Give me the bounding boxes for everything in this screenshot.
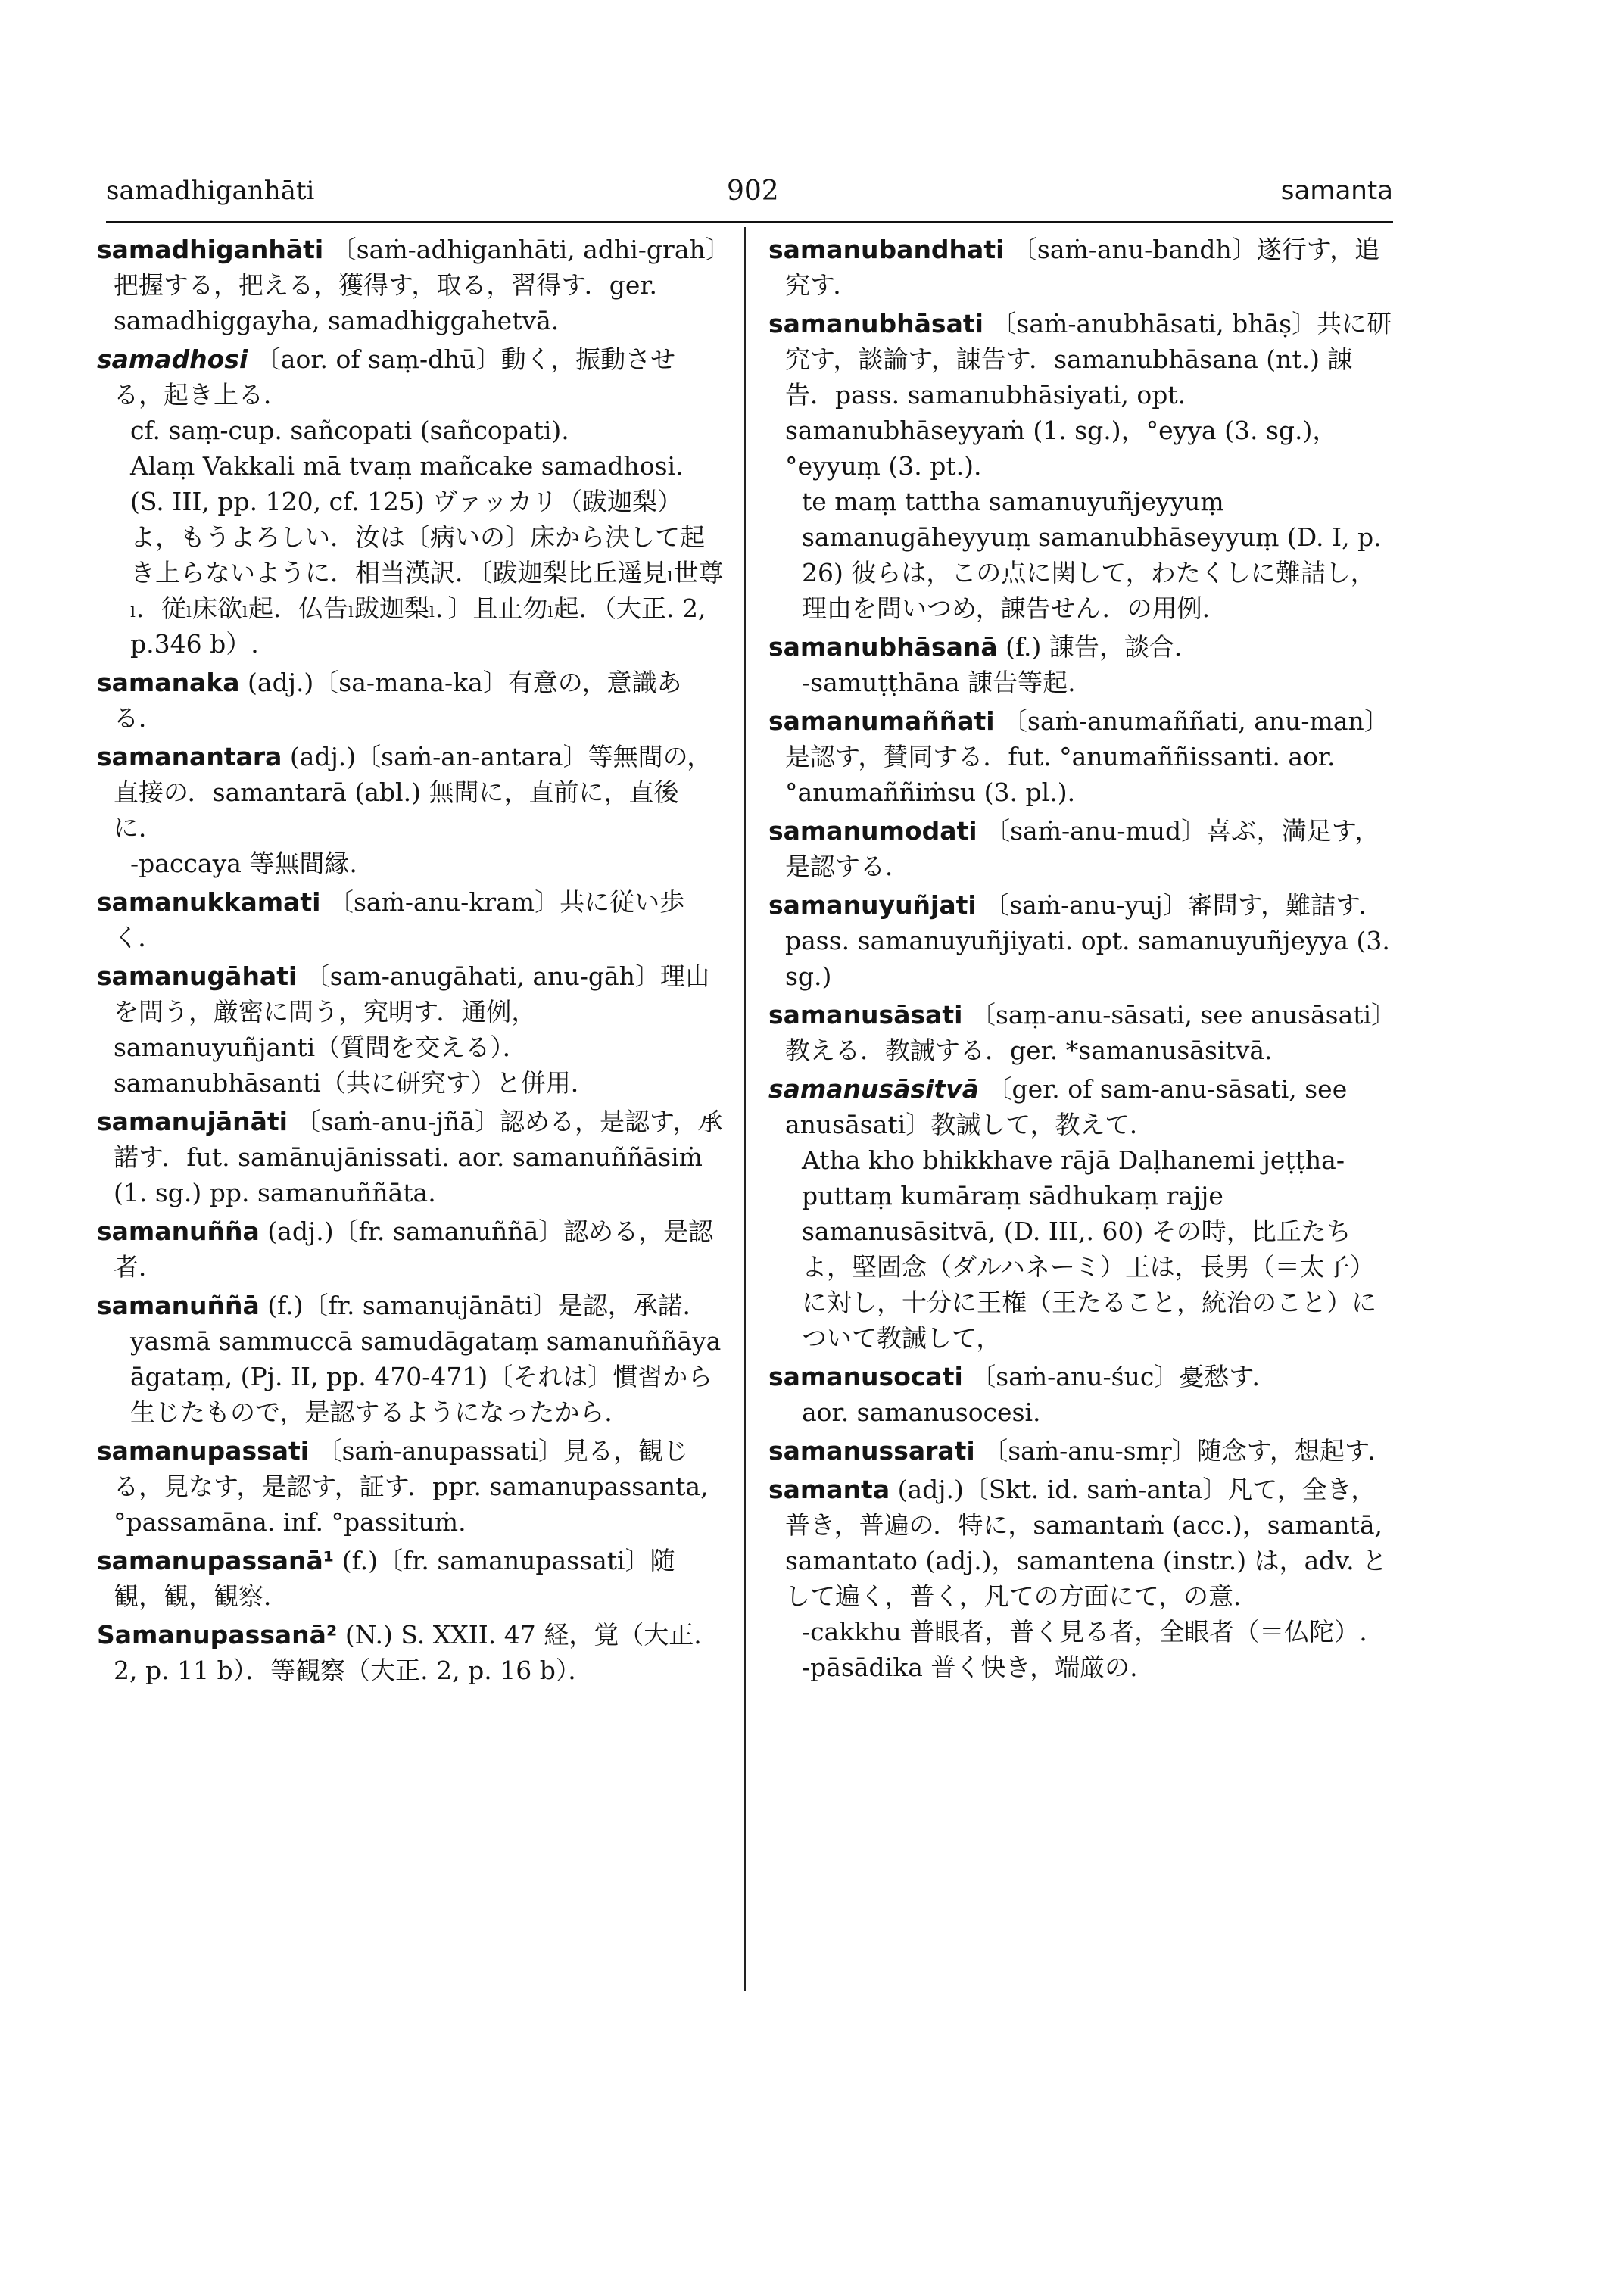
entry-headword: samanumodati <box>768 816 977 846</box>
page-number: 902 <box>727 176 779 207</box>
dictionary-entry <box>768 997 1397 1068</box>
entry-headword: samanussarati <box>768 1436 975 1466</box>
dictionary-entry <box>97 1213 724 1285</box>
entry-headword: samanuyuñjati <box>768 890 977 920</box>
entry-headword: samanantara <box>97 742 282 771</box>
entry-subsense: aor. samanusocesi. <box>802 1397 1041 1427</box>
entry-headword: samanubhāsanā <box>768 632 998 662</box>
header-left-guideword: samadhiganhāti <box>106 176 315 206</box>
dictionary-entry <box>768 887 1397 994</box>
entry-subsense: -samuṭṭhāna 諌告等起. <box>802 668 1076 697</box>
dictionary-entry <box>97 1433 724 1540</box>
dictionary-entry <box>97 1288 724 1430</box>
column-divider <box>744 227 746 1991</box>
entry-definition: 〔saṁ-anumaññati, anu-man〕是認す，賛同する．fut. °anumaññissanti. aor. °anumaññiṁsu (3. pl.). <box>785 706 1389 807</box>
entry-definition: 〔saṁ-anubhāsati, bhāṣ〕共に研究す，談論す，諌告す．samanubhāsana (nt.) 諌告．pass. samanubhāsiyati, opt. samanubhāseyyaṁ (1. sg.)，°eyya (3. sg.)，°eyyuṃ (3. pt.). <box>785 309 1392 481</box>
entry-headword: samanaka <box>97 668 240 697</box>
entry-subsense: Atha kho bhikkhave rājā Daḷhanemi jeṭṭha-puttaṃ kumāraṃ sādhukaṃ rajje samanusāsitvā, (D. III,. 60) その時，比丘たちよ，堅固念（ダルハネーミ）王は，長男（＝太子）に対し，十分に王権（王たること，統治のこと）について教誡して， <box>802 1145 1376 1353</box>
entry-definition: 〔saṁ-anu-yuj〕審問す，難詰す．pass. samanuyuñjiyati. opt. samanuyuñjeyya (3. sg.) <box>785 890 1390 991</box>
entry-headword: samanusāsitvā <box>768 1074 979 1104</box>
dictionary-entry <box>768 306 1397 626</box>
entry-definition: 〔aor. of saṃ-dhū〕動く，振動させる，起き上る． <box>114 344 676 410</box>
dictionary-entry <box>768 629 1397 700</box>
entry-definition: (adj.)〔saṁ-an-antara〕等無間の，直接の．samantarā (abl.) 無間に，直前に，直後に． <box>114 742 712 843</box>
dictionary-entry <box>768 1071 1397 1356</box>
entry-definition: (N.) S. XXII. 47 経，覚（大正. 2, p. 11 b）．等観察（大正. 2, p. 16 b）． <box>114 1620 702 1685</box>
dictionary-entry <box>97 958 724 1101</box>
page-header <box>106 176 1393 221</box>
entry-subsense: te maṃ tattha samanuyuñjeyyuṃ samanugāheyyuṃ samanubhāseyyuṃ (D. I, p. 26) 彼らは，この点に関して，わたくしに難詰し，理由を問いつめ，諌告せん．の用例. <box>802 487 1382 623</box>
entry-definition: 〔saṁ-anu-smṛ〕随念す，想起す． <box>974 1436 1393 1466</box>
entry-headword: samadhiganhāti <box>97 235 324 264</box>
dictionary-entry <box>768 813 1397 884</box>
entry-headword: samanumaññati <box>768 706 995 736</box>
entry-definition: (f.)〔fr. samanujānāti〕是認，承諾． <box>259 1291 708 1320</box>
entry-subsense: -pāsādika 普く快き，端厳の. <box>802 1653 1138 1682</box>
dictionary-entry <box>768 1472 1397 1685</box>
entry-headword: samanujānāti <box>97 1107 288 1136</box>
entry-headword: samanupassanā¹ <box>97 1546 335 1575</box>
dictionary-entry <box>97 739 724 881</box>
dictionary-entry <box>768 1433 1397 1469</box>
entry-headword: samanuññā <box>97 1291 260 1320</box>
entry-headword: samanuñña <box>97 1217 260 1246</box>
entry-definition: 〔saṁ-anu-bandh〕遂行す，追究す． <box>785 235 1380 300</box>
entry-headword: samanta <box>768 1475 890 1504</box>
entry-headword: samanugāhati <box>97 961 298 991</box>
dictionary-entry <box>97 665 724 736</box>
entry-definition: 〔saṁ-anu-mud〕喜ぶ，満足す，是認する． <box>785 816 1380 881</box>
entry-definition: 〔saṁ-anu-śuc〕憂愁す． <box>962 1362 1277 1391</box>
entry-definition: 〔saṁ-anu-kram〕共に従い歩く． <box>114 887 685 952</box>
entry-subsense: yasmā sammuccā samudāgataṃ samanuññāya āgataṃ, (Pj. II, pp. 470-471)〔それは〕慣習から生じたもので，是認するようになったから． <box>130 1326 722 1427</box>
entry-headword: samadhosi <box>97 344 248 374</box>
entry-subsense: -cakkhu 普眼者，普く見る者，全眼者（＝仏陀）. <box>802 1617 1367 1647</box>
entry-definition: 〔saṁ-anupassati〕見る，観じる，見なす，是認す，証す．ppr. samanupassanta, °passamāna. inf. °passituṁ. <box>114 1436 709 1537</box>
header-right-guideword: samanta <box>1280 176 1393 206</box>
dictionary-entry <box>97 232 724 338</box>
entry-definition: (f.) 諌告，談合． <box>997 632 1199 662</box>
dictionary-entry <box>97 1104 724 1210</box>
entry-subsense: cf. saṃ-cup. sañcopati (sañcopati). <box>130 416 569 445</box>
entry-definition: 〔ger. of sam-anu-sāsati, see anusāsati〕教誡して，教えて． <box>785 1074 1348 1139</box>
dictionary-entry <box>768 232 1397 303</box>
entry-headword: Samanupassanā² <box>97 1620 338 1650</box>
entry-headword: samanubhāsati <box>768 309 983 338</box>
entry-definition: (adj.)〔fr. samanuññā〕認める，是認者． <box>114 1217 714 1282</box>
entry-definition: 〔sam-anugāhati, anu-gāh〕理由を問う，厳密に問う，究明す．通例，samanuyuñjanti（質問を交える）．samanubhāsanti（共に研究す）と併用． <box>114 961 710 1098</box>
entry-definition: (adj.)〔sa-mana-ka〕有意の，意識ある． <box>114 668 682 733</box>
entry-definition: 〔saṃ-anu-sāsati, see anusāsati〕教える．教誡する．ger. *samanusāsitvā. <box>785 1000 1397 1065</box>
entry-definition: (f.)〔fr. samanupassati〕随観，観，観察． <box>114 1546 675 1611</box>
entry-definition: 〔saṁ-anu-jñā〕認める，是認す，承諾す．fut. samānujānissati. aor. samanuññāsiṁ (1. sg.) pp. samanuññāta. <box>114 1107 723 1207</box>
entry-headword: samanusocati <box>768 1362 963 1391</box>
entry-subsense: -paccaya 等無間縁. <box>130 849 357 878</box>
header-rule <box>106 221 1393 223</box>
dictionary-entry <box>97 884 724 955</box>
dictionary-entry <box>97 1543 724 1614</box>
right-column <box>768 232 1397 1688</box>
dictionary-entry <box>97 1617 724 1688</box>
dictionary-entry <box>768 1359 1397 1430</box>
dictionary-entry <box>768 703 1397 810</box>
entry-headword: samanusāsati <box>768 1000 963 1030</box>
entry-headword: samanukkamati <box>97 887 321 917</box>
entry-subsense: Alaṃ Vakkali mā tvaṃ mañcake samadhosi. (S. III, pp. 120, cf. 125) ヴァッカリ（跋迦梨）よ，もうよろしい．汝は〔病いの〕床から決して起き上らないように．相当漢訳．〔跋迦梨比丘遥見ₗ世尊ₗ．従ₗ床欲ₗ起．仏告ₗ跋迦梨ₗ．〕且止勿ₗ起．（大正. 2, p.346 b）. <box>130 451 724 659</box>
dictionary-entry <box>97 341 724 662</box>
entry-headword: samanubandhati <box>768 235 1005 264</box>
left-column <box>97 232 724 1691</box>
entry-definition: (adj.)〔Skt. id. saṁ-anta〕凡て，全き，普き，普遍の．特に，samantaṁ (acc.)，samantā, samantato (adj.)，samantena (instr.) は，adv. として遍く，普く，凡ての方面にて，の意． <box>785 1475 1388 1611</box>
entry-headword: samanupassati <box>97 1436 310 1466</box>
entry-definition: 〔saṁ-adhiganhāti, adhi-grah〕把握する，把える，獲得す，取る，習得す．ger. samadhiggayha, samadhiggahetvā. <box>114 235 718 335</box>
